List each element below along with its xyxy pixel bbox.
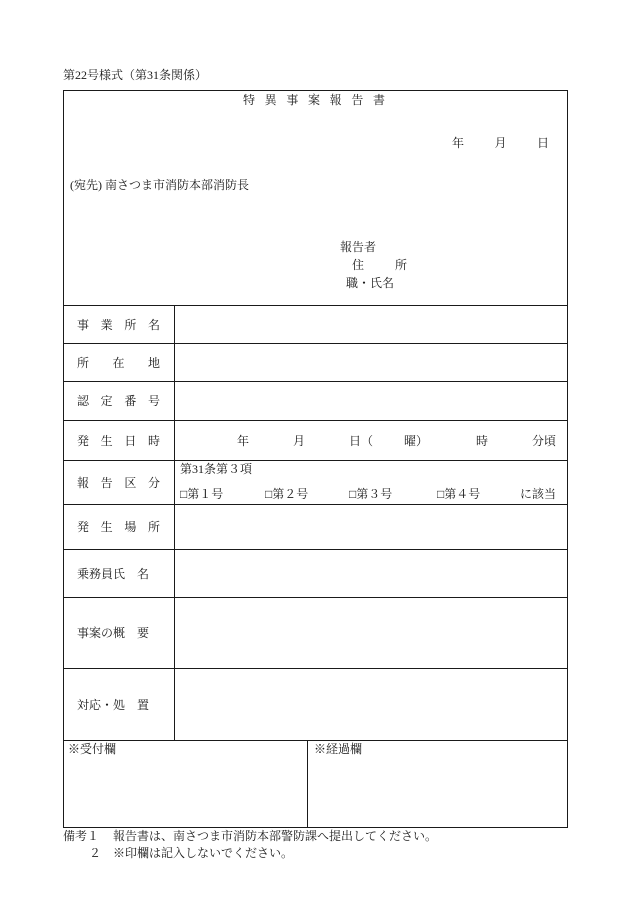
table-row-location — [64, 343, 567, 381]
crew-name-field — [175, 550, 567, 597]
row-label-cell — [64, 344, 175, 381]
office-name-field — [175, 306, 567, 343]
table-row-report-category — [64, 460, 567, 504]
datetime-day: 日（ — [349, 433, 374, 448]
datetime-hour: 時 — [476, 433, 489, 448]
incident-summary-field — [175, 598, 567, 668]
progress-label: ※経過欄 — [314, 742, 363, 756]
datetime-month: 月 — [293, 433, 306, 448]
form-number: 第22号様式（第31条関係） — [63, 68, 208, 82]
category-option-3-checkbox: □第３号 — [349, 487, 393, 501]
remark-2-text: ※印欄は記入しないでください。 — [113, 846, 294, 860]
row-label-cell — [64, 505, 175, 549]
category-provision: 第31条第３項 — [180, 462, 253, 476]
reception-cell — [64, 741, 308, 827]
response-action-field — [175, 669, 567, 740]
row-label: 所 在 地 — [77, 355, 160, 370]
category-option-4-checkbox: □第４号 — [437, 487, 481, 501]
table-row-office-name — [64, 305, 567, 343]
row-label: 対応・処 置 — [77, 697, 150, 712]
table-row-occurrence-place — [64, 504, 567, 549]
row-label-cell — [64, 550, 175, 597]
office-use-row — [64, 740, 567, 827]
form-title: 特 異 事 案 報 告 書 — [243, 93, 385, 107]
row-label-cell — [64, 598, 175, 668]
report-date: 年 月 日 — [452, 136, 549, 150]
reporter-address-label: 住 所 — [352, 258, 407, 272]
report-category-field — [175, 461, 567, 504]
remark-1-text: 報告書は、南さつま市消防本部警防課へ提出してください。 — [113, 829, 438, 843]
category-option-1-checkbox: □第１号 — [180, 487, 224, 501]
report-form-box — [63, 90, 568, 828]
addressee: (宛先) 南さつま市消防本部消防長 — [70, 178, 249, 192]
datetime-minute: 分頃 — [532, 433, 557, 448]
reception-label: ※受付欄 — [68, 742, 117, 756]
remark-2-number: ２ — [89, 846, 102, 860]
row-label: 乗務員氏 名 — [77, 566, 150, 581]
occurrence-place-field — [175, 505, 567, 549]
reporter-label: 報告者 — [340, 240, 377, 254]
table-row-incident-summary — [64, 597, 567, 668]
remark-1-number: 備考１ — [63, 829, 100, 843]
row-label-cell — [64, 461, 175, 504]
row-label: 発 生 日 時 — [77, 433, 160, 448]
certification-number-field — [175, 382, 567, 420]
table-row-response-action — [64, 668, 567, 740]
row-label-cell — [64, 669, 175, 740]
table-row-crew-name — [64, 549, 567, 597]
location-field — [175, 344, 567, 381]
row-label-cell — [64, 382, 175, 420]
table-row-certification-number — [64, 381, 567, 420]
row-label: 事 業 所 名 — [77, 317, 160, 332]
row-label-cell — [64, 421, 175, 460]
reporter-name-label: 職・氏名 — [346, 276, 395, 290]
row-label: 事案の概 要 — [77, 626, 150, 640]
row-label-cell — [64, 306, 175, 343]
table-row-occurrence-datetime — [64, 420, 567, 460]
progress-cell — [308, 741, 567, 827]
occurrence-datetime-field — [175, 421, 567, 460]
row-label: 報 告 区 分 — [77, 475, 160, 490]
category-option-2-checkbox: □第２号 — [265, 487, 309, 501]
datetime-weekday: 曜） — [404, 433, 429, 448]
datetime-year: 年 — [237, 433, 250, 448]
row-label: 発 生 場 所 — [77, 520, 160, 534]
row-label: 認 定 番 号 — [77, 394, 160, 408]
category-suffix: に該当 — [520, 487, 557, 501]
